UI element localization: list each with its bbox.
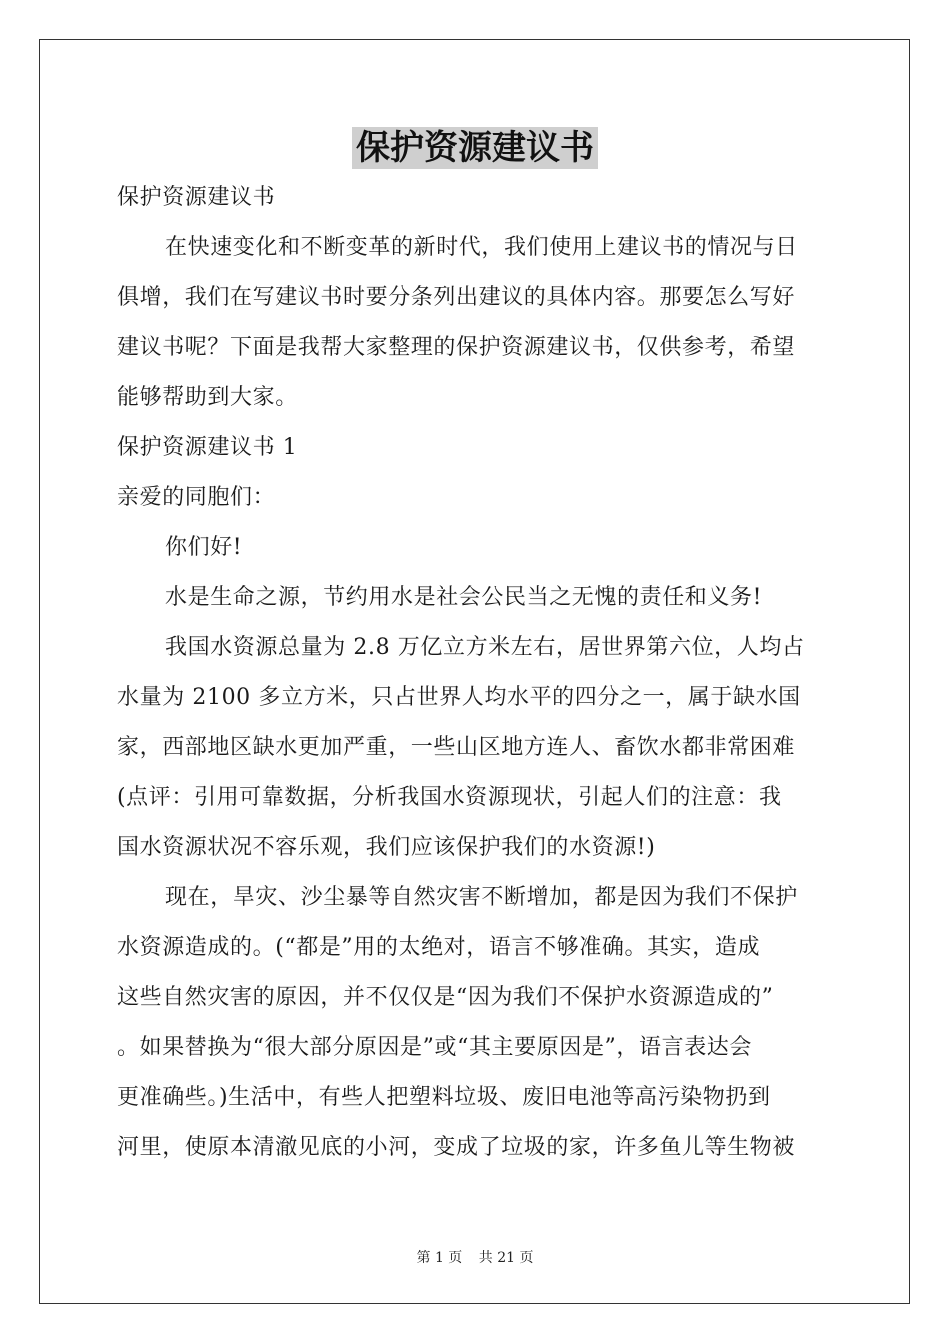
text-line: 建议书呢？下面是我帮大家整理的保护资源建议书，仅供参考，希望 bbox=[117, 335, 796, 360]
text-line: 亲爱的同胞们： bbox=[117, 485, 276, 510]
text-line: 俱增，我们在写建议书时要分条列出建议的具体内容。那要怎么写好 bbox=[117, 285, 796, 310]
text-line: 能够帮助到大家。 bbox=[117, 385, 298, 410]
text-line: 水是生命之源，节约用水是社会公民当之无愧的责任和义务! bbox=[165, 585, 763, 610]
text-line: 水资源造成的。(“都是”用的太绝对，语言不够准确。其实，造成 bbox=[117, 935, 761, 960]
text-line: (点评：引用可靠数据，分析我国水资源现状，引起人们的注意：我 bbox=[117, 785, 782, 810]
text-line: 国水资源状况不容乐观，我们应该保护我们的水资源!) bbox=[117, 835, 656, 860]
text-line: 河里，使原本清澈见底的小河，变成了垃圾的家，许多鱼儿等生物被 bbox=[117, 1135, 796, 1160]
page-number: 第 1 页 bbox=[416, 1250, 463, 1266]
text-line: 你们好! bbox=[165, 535, 243, 560]
document-title: 保护资源建议书 bbox=[352, 127, 598, 169]
text-line: 家，西部地区缺水更加严重，一些山区地方连人、畜饮水都非常困难 bbox=[117, 735, 796, 760]
page-total: 共 21 页 bbox=[478, 1250, 534, 1266]
text-line: 这些自然灾害的原因，并不仅仅是“因为我们不保护水资源造成的” bbox=[117, 985, 774, 1010]
title-container bbox=[0, 127, 950, 169]
text-line: 我国水资源总量为 2.8 万亿立方米左右，居世界第六位，人均占 bbox=[165, 635, 805, 660]
document-body bbox=[117, 173, 833, 1173]
text-line: 在快速变化和不断变革的新时代，我们使用上建议书的情况与日 bbox=[165, 235, 798, 260]
text-line: 保护资源建议书 1 bbox=[117, 435, 298, 460]
text-line: 水量为 2100 多立方米，只占世界人均水平的四分之一，属于缺水国 bbox=[117, 685, 801, 710]
text-line: 保护资源建议书 bbox=[117, 185, 276, 210]
page-footer bbox=[0, 1247, 950, 1267]
text-line: 。如果替换为“很大部分原因是”或“其主要原因是”，语言表达会 bbox=[117, 1035, 752, 1060]
text-line: 现在，旱灾、沙尘暴等自然灾害不断增加，都是因为我们不保护 bbox=[165, 885, 798, 910]
text-line: 更准确些。)生活中，有些人把塑料垃圾、废旧电池等高污染物扔到 bbox=[117, 1085, 771, 1110]
